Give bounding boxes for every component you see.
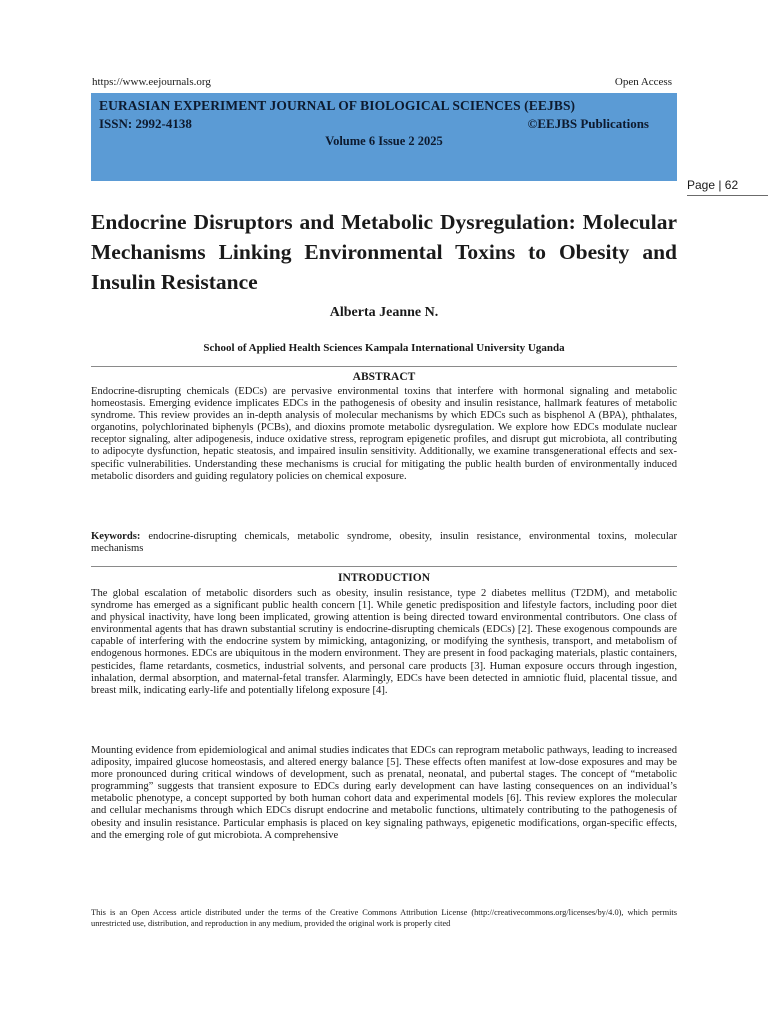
introduction-heading: INTRODUCTION: [337, 572, 430, 584]
article-title: Endocrine Disruptors and Metabolic Dysregulation: Molecular Mechanisms Linking Environmental Toxins to Obesity and Insulin Resistance: [91, 210, 677, 294]
keywords: [91, 531, 677, 555]
abstract-heading: ABSTRACT: [352, 371, 416, 383]
author-name: Alberta Jeanne N.: [329, 305, 439, 320]
volume-issue: Volume 6 Issue 2 2025: [325, 134, 443, 148]
journal-banner: [91, 93, 677, 181]
divider: [91, 566, 677, 567]
keywords-label: Keywords:: [91, 531, 141, 542]
author-affiliation: School of Applied Health Sciences Kampala International University Uganda: [203, 342, 565, 354]
journal-url[interactable]: https://www.eejournals.org: [92, 76, 211, 88]
keywords-list: endocrine-disrupting chemicals, metabolic syndrome, obesity, insulin resistance, environmental toxins, molecular mechanisms: [91, 531, 677, 555]
abstract-text: Endocrine-disrupting chemicals (EDCs) are pervasive environmental toxins that interfere with hormonal signaling and metabolic homeostasis. Emerging evidence implicates EDCs in the pathogenesis of obesity and insulin resistance, hallmark features of metabolic syndrome. This review provides an in-depth analysis of molecular mechanisms by which EDCs such as bisphenol A (BPA), phthalates, organotins, polychlorinated biphenyls (PCBs), and dioxins promote metabolic dysregulation. We explore how EDCs modulate nuclear receptor signaling, alter adipogenesis, induce oxidative stress, reprogram epigenetic profiles, and disrupt gut microbiota, all contributing to adipocyte dysfunction, hepatic steatosis, and impaired insulin sensitivity. Additionally, we examine transgenerational effects and sex-specific vulnerabilities. Understanding these mechanisms is crucial for mitigating the public health burden of environmentally induced metabolic disorders and guiding regulatory policies on chemical exposure.: [91, 386, 677, 482]
license-footer: This is an Open Access article distributed under the terms of the Creative Commons Attribution License (http://creativecommons.org/licenses/by/4.0), which permits unrestricted use, distribution, and reproduction in any medium, provided the original work is properly cited: [91, 908, 677, 928]
journal-name: EURASIAN EXPERIMENT JOURNAL OF BIOLOGICAL SCIENCES (EEJBS): [99, 98, 576, 113]
divider: [91, 366, 677, 367]
introduction-paragraph-2: Mounting evidence from epidemiological and animal studies indicates that EDCs can reprogram metabolic pathways, leading to increased adiposity, impaired glucose homeostasis, and altered energy balance [5]. These effects often manifest at low-dose exposures and may be more pronounced during critical windows of development, such as prenatal, neonatal, and pubertal stages. The concept of “metabolic programming” suggests that transient exposure to EDCs during early development can have lasting consequences on an individual’s metabolic phenotype, a concept supported by both human cohort data and experimental models [6]. This review explores the molecular and cellular mechanisms through which EDCs disrupt endocrine and metabolic functions, ultimately contributing to the pathogenesis of obesity and insulin resistance. Particular emphasis is placed on key signaling pathways, epigenetic modifications, organ-specific effects, and the emerging role of gut microbiota. A comprehensive: [91, 745, 677, 841]
banner-issn-row: [99, 115, 669, 132]
publisher: ©EEJBS Publications: [527, 116, 649, 131]
open-access-label: Open Access: [614, 76, 672, 88]
page-number: Page | 62: [687, 178, 768, 196]
issn: ISSN: 2992-4138: [99, 116, 192, 131]
introduction-paragraph-1: The global escalation of metabolic disorders such as obesity, insulin resistance, type 2 diabetes mellitus (T2DM), and metabolic syndrome has emerged as a significant public health concern [1]. While genetic predisposition and lifestyle factors, including poor diet and physical inactivity, have long been implicated, growing attention is being directed toward environmental contributors. One class of environmental agents that has drawn substantial scrutiny is endocrine-disrupting chemicals (EDCs) [2]. These exogenous compounds are capable of interfering with the endocrine system by mimicking, antagonizing, or modifying the synthesis, transport, and metabolism of endogenous hormones. EDCs are ubiquitous in the modern environment. They are present in food packaging materials, plastic containers, pesticides, flame retardants, cosmetics, industrial solvents, and personal care products [3]. Human exposure occurs through ingestion, inhalation, dermal absorption, and maternal-fetal transfer. Alarmingly, EDCs have been detected in amniotic fluid, placental tissue, and breast milk, indicating early-life and potentially lifelong exposure [4].: [91, 588, 677, 696]
